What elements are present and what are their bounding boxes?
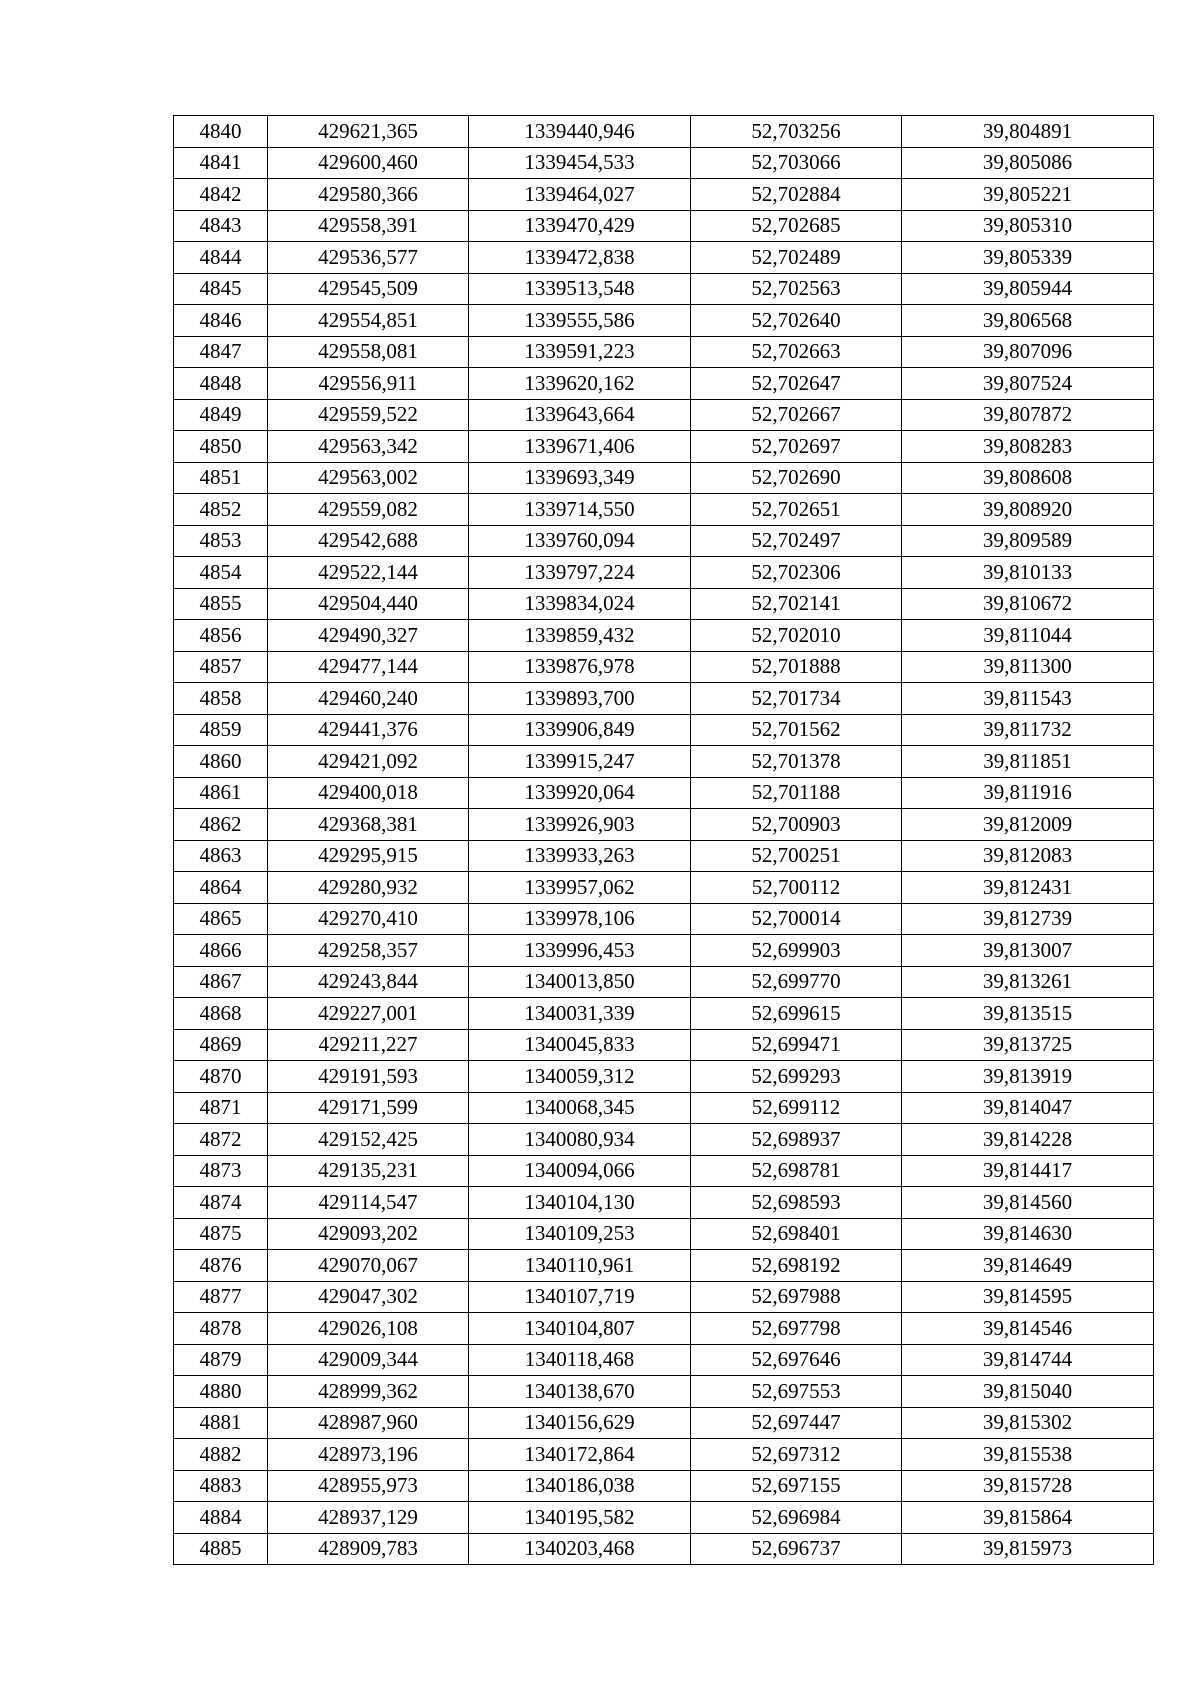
longitude-cell: 39,814744 [902, 1344, 1154, 1376]
point-number-cell: 4859 [174, 714, 268, 746]
latitude-cell: 52,698593 [691, 1187, 902, 1219]
point-number-cell: 4862 [174, 809, 268, 841]
latitude-cell: 52,697798 [691, 1313, 902, 1345]
x-coordinate-cell: 429559,522 [268, 399, 469, 431]
latitude-cell: 52,696984 [691, 1502, 902, 1534]
point-number-cell: 4869 [174, 1029, 268, 1061]
longitude-cell: 39,808283 [902, 431, 1154, 463]
y-coordinate-cell: 1340172,864 [469, 1439, 691, 1471]
longitude-cell: 39,811300 [902, 651, 1154, 683]
y-coordinate-cell: 1339978,106 [469, 903, 691, 935]
point-number-cell: 4864 [174, 872, 268, 904]
y-coordinate-cell: 1339470,429 [469, 210, 691, 242]
longitude-cell: 39,806568 [902, 305, 1154, 337]
x-coordinate-cell: 429522,144 [268, 557, 469, 589]
point-number-cell: 4854 [174, 557, 268, 589]
x-coordinate-cell: 429563,342 [268, 431, 469, 463]
latitude-cell: 52,702685 [691, 210, 902, 242]
longitude-cell: 39,814595 [902, 1281, 1154, 1313]
latitude-cell: 52,702651 [691, 494, 902, 526]
table-row [174, 179, 1154, 211]
point-number-cell: 4857 [174, 651, 268, 683]
table-row [174, 1470, 1154, 1502]
table-row [174, 1092, 1154, 1124]
point-number-cell: 4863 [174, 840, 268, 872]
point-number-cell: 4845 [174, 273, 268, 305]
point-number-cell: 4842 [174, 179, 268, 211]
table-row [174, 872, 1154, 904]
table-row [174, 1439, 1154, 1471]
y-coordinate-cell: 1339693,349 [469, 462, 691, 494]
y-coordinate-cell: 1340186,038 [469, 1470, 691, 1502]
longitude-cell: 39,814047 [902, 1092, 1154, 1124]
latitude-cell: 52,701378 [691, 746, 902, 778]
x-coordinate-cell: 429243,844 [268, 966, 469, 998]
x-coordinate-cell: 429621,365 [268, 116, 469, 148]
longitude-cell: 39,805221 [902, 179, 1154, 211]
latitude-cell: 52,702697 [691, 431, 902, 463]
latitude-cell: 52,700251 [691, 840, 902, 872]
y-coordinate-cell: 1339671,406 [469, 431, 691, 463]
latitude-cell: 52,701888 [691, 651, 902, 683]
x-coordinate-cell: 428973,196 [268, 1439, 469, 1471]
latitude-cell: 52,696737 [691, 1533, 902, 1565]
point-number-cell: 4881 [174, 1407, 268, 1439]
table-row [174, 1533, 1154, 1565]
latitude-cell: 52,702489 [691, 242, 902, 274]
latitude-cell: 52,700112 [691, 872, 902, 904]
point-number-cell: 4848 [174, 368, 268, 400]
latitude-cell: 52,701734 [691, 683, 902, 715]
x-coordinate-cell: 429558,081 [268, 336, 469, 368]
y-coordinate-cell: 1340118,468 [469, 1344, 691, 1376]
y-coordinate-cell: 1340195,582 [469, 1502, 691, 1534]
y-coordinate-cell: 1339957,062 [469, 872, 691, 904]
latitude-cell: 52,697646 [691, 1344, 902, 1376]
y-coordinate-cell: 1339834,024 [469, 588, 691, 620]
table-row [174, 557, 1154, 589]
latitude-cell: 52,699471 [691, 1029, 902, 1061]
y-coordinate-cell: 1340031,339 [469, 998, 691, 1030]
table-row [174, 525, 1154, 557]
table-row [174, 1376, 1154, 1408]
latitude-cell: 52,697155 [691, 1470, 902, 1502]
table-row [174, 336, 1154, 368]
table-row [174, 1155, 1154, 1187]
x-coordinate-cell: 429556,911 [268, 368, 469, 400]
longitude-cell: 39,811732 [902, 714, 1154, 746]
table-row [174, 935, 1154, 967]
point-number-cell: 4875 [174, 1218, 268, 1250]
y-coordinate-cell: 1339643,664 [469, 399, 691, 431]
point-number-cell: 4858 [174, 683, 268, 715]
longitude-cell: 39,808920 [902, 494, 1154, 526]
x-coordinate-cell: 429227,001 [268, 998, 469, 1030]
longitude-cell: 39,810133 [902, 557, 1154, 589]
x-coordinate-cell: 429047,302 [268, 1281, 469, 1313]
latitude-cell: 52,703066 [691, 147, 902, 179]
y-coordinate-cell: 1340094,066 [469, 1155, 691, 1187]
y-coordinate-cell: 1339859,432 [469, 620, 691, 652]
table-row [174, 273, 1154, 305]
table-row [174, 1344, 1154, 1376]
longitude-cell: 39,805310 [902, 210, 1154, 242]
longitude-cell: 39,815040 [902, 1376, 1154, 1408]
x-coordinate-cell: 429554,851 [268, 305, 469, 337]
longitude-cell: 39,813725 [902, 1029, 1154, 1061]
y-coordinate-cell: 1340059,312 [469, 1061, 691, 1093]
latitude-cell: 52,698937 [691, 1124, 902, 1156]
y-coordinate-cell: 1340068,345 [469, 1092, 691, 1124]
table-row [174, 1250, 1154, 1282]
longitude-cell: 39,807096 [902, 336, 1154, 368]
table-row [174, 210, 1154, 242]
x-coordinate-cell: 429580,366 [268, 179, 469, 211]
point-number-cell: 4874 [174, 1187, 268, 1219]
point-number-cell: 4856 [174, 620, 268, 652]
x-coordinate-cell: 428955,973 [268, 1470, 469, 1502]
point-number-cell: 4861 [174, 777, 268, 809]
table-row [174, 746, 1154, 778]
point-number-cell: 4853 [174, 525, 268, 557]
y-coordinate-cell: 1340104,130 [469, 1187, 691, 1219]
table-row [174, 1124, 1154, 1156]
table-row [174, 399, 1154, 431]
latitude-cell: 52,703256 [691, 116, 902, 148]
point-number-cell: 4872 [174, 1124, 268, 1156]
point-number-cell: 4847 [174, 336, 268, 368]
point-number-cell: 4865 [174, 903, 268, 935]
y-coordinate-cell: 1339555,586 [469, 305, 691, 337]
point-number-cell: 4851 [174, 462, 268, 494]
x-coordinate-cell: 428909,783 [268, 1533, 469, 1565]
x-coordinate-cell: 429191,593 [268, 1061, 469, 1093]
point-number-cell: 4840 [174, 116, 268, 148]
y-coordinate-cell: 1339996,453 [469, 935, 691, 967]
y-coordinate-cell: 1339472,838 [469, 242, 691, 274]
x-coordinate-cell: 429135,231 [268, 1155, 469, 1187]
x-coordinate-cell: 429600,460 [268, 147, 469, 179]
longitude-cell: 39,814560 [902, 1187, 1154, 1219]
table-row [174, 116, 1154, 148]
latitude-cell: 52,702690 [691, 462, 902, 494]
x-coordinate-cell: 429545,509 [268, 273, 469, 305]
longitude-cell: 39,815864 [902, 1502, 1154, 1534]
y-coordinate-cell: 1339876,978 [469, 651, 691, 683]
longitude-cell: 39,807524 [902, 368, 1154, 400]
table-row [174, 903, 1154, 935]
y-coordinate-cell: 1339893,700 [469, 683, 691, 715]
y-coordinate-cell: 1339933,263 [469, 840, 691, 872]
table-row [174, 683, 1154, 715]
latitude-cell: 52,699903 [691, 935, 902, 967]
latitude-cell: 52,702663 [691, 336, 902, 368]
x-coordinate-cell: 428987,960 [268, 1407, 469, 1439]
table-row [174, 1281, 1154, 1313]
y-coordinate-cell: 1340138,670 [469, 1376, 691, 1408]
longitude-cell: 39,812009 [902, 809, 1154, 841]
table-row [174, 777, 1154, 809]
y-coordinate-cell: 1339926,903 [469, 809, 691, 841]
longitude-cell: 39,814649 [902, 1250, 1154, 1282]
x-coordinate-cell: 429421,092 [268, 746, 469, 778]
x-coordinate-cell: 429460,240 [268, 683, 469, 715]
y-coordinate-cell: 1339760,094 [469, 525, 691, 557]
table-row [174, 305, 1154, 337]
longitude-cell: 39,805086 [902, 147, 1154, 179]
table-row [174, 431, 1154, 463]
latitude-cell: 52,699615 [691, 998, 902, 1030]
latitude-cell: 52,702306 [691, 557, 902, 589]
point-number-cell: 4850 [174, 431, 268, 463]
y-coordinate-cell: 1339920,064 [469, 777, 691, 809]
point-number-cell: 4877 [174, 1281, 268, 1313]
x-coordinate-cell: 429114,547 [268, 1187, 469, 1219]
x-coordinate-cell: 429558,391 [268, 210, 469, 242]
x-coordinate-cell: 429280,932 [268, 872, 469, 904]
longitude-cell: 39,814417 [902, 1155, 1154, 1187]
latitude-cell: 52,702884 [691, 179, 902, 211]
longitude-cell: 39,815302 [902, 1407, 1154, 1439]
table-row [174, 620, 1154, 652]
table-row [174, 242, 1154, 274]
longitude-cell: 39,810672 [902, 588, 1154, 620]
point-number-cell: 4870 [174, 1061, 268, 1093]
x-coordinate-cell: 429559,082 [268, 494, 469, 526]
longitude-cell: 39,811916 [902, 777, 1154, 809]
latitude-cell: 52,702141 [691, 588, 902, 620]
y-coordinate-cell: 1339714,550 [469, 494, 691, 526]
table-row [174, 998, 1154, 1030]
latitude-cell: 52,702010 [691, 620, 902, 652]
x-coordinate-cell: 429368,381 [268, 809, 469, 841]
point-number-cell: 4876 [174, 1250, 268, 1282]
longitude-cell: 39,807872 [902, 399, 1154, 431]
y-coordinate-cell: 1339591,223 [469, 336, 691, 368]
y-coordinate-cell: 1339915,247 [469, 746, 691, 778]
table-row [174, 588, 1154, 620]
y-coordinate-cell: 1339906,849 [469, 714, 691, 746]
point-number-cell: 4884 [174, 1502, 268, 1534]
x-coordinate-cell: 429563,002 [268, 462, 469, 494]
table-row [174, 840, 1154, 872]
x-coordinate-cell: 428999,362 [268, 1376, 469, 1408]
point-number-cell: 4885 [174, 1533, 268, 1565]
latitude-cell: 52,700014 [691, 903, 902, 935]
latitude-cell: 52,697447 [691, 1407, 902, 1439]
table-row [174, 494, 1154, 526]
longitude-cell: 39,815728 [902, 1470, 1154, 1502]
y-coordinate-cell: 1339513,548 [469, 273, 691, 305]
latitude-cell: 52,700903 [691, 809, 902, 841]
x-coordinate-cell: 429026,108 [268, 1313, 469, 1345]
longitude-cell: 39,814630 [902, 1218, 1154, 1250]
x-coordinate-cell: 429400,018 [268, 777, 469, 809]
x-coordinate-cell: 429093,202 [268, 1218, 469, 1250]
point-number-cell: 4843 [174, 210, 268, 242]
y-coordinate-cell: 1339797,224 [469, 557, 691, 589]
point-number-cell: 4873 [174, 1155, 268, 1187]
latitude-cell: 52,702563 [691, 273, 902, 305]
x-coordinate-cell: 429441,376 [268, 714, 469, 746]
point-number-cell: 4860 [174, 746, 268, 778]
latitude-cell: 52,697988 [691, 1281, 902, 1313]
x-coordinate-cell: 429009,344 [268, 1344, 469, 1376]
x-coordinate-cell: 429258,357 [268, 935, 469, 967]
x-coordinate-cell: 429536,577 [268, 242, 469, 274]
y-coordinate-cell: 1340104,807 [469, 1313, 691, 1345]
point-number-cell: 4855 [174, 588, 268, 620]
x-coordinate-cell: 429542,688 [268, 525, 469, 557]
latitude-cell: 52,698192 [691, 1250, 902, 1282]
x-coordinate-cell: 429270,410 [268, 903, 469, 935]
point-number-cell: 4844 [174, 242, 268, 274]
latitude-cell: 52,697553 [691, 1376, 902, 1408]
point-number-cell: 4883 [174, 1470, 268, 1502]
y-coordinate-cell: 1340156,629 [469, 1407, 691, 1439]
x-coordinate-cell: 429477,144 [268, 651, 469, 683]
table-row [174, 368, 1154, 400]
x-coordinate-cell: 429504,440 [268, 588, 469, 620]
longitude-cell: 39,804891 [902, 116, 1154, 148]
longitude-cell: 39,809589 [902, 525, 1154, 557]
x-coordinate-cell: 429211,227 [268, 1029, 469, 1061]
x-coordinate-cell: 429490,327 [268, 620, 469, 652]
longitude-cell: 39,813919 [902, 1061, 1154, 1093]
table-row [174, 1061, 1154, 1093]
table-row [174, 1502, 1154, 1534]
latitude-cell: 52,702640 [691, 305, 902, 337]
latitude-cell: 52,702667 [691, 399, 902, 431]
x-coordinate-cell: 429070,067 [268, 1250, 469, 1282]
latitude-cell: 52,699770 [691, 966, 902, 998]
x-coordinate-cell: 429171,599 [268, 1092, 469, 1124]
point-number-cell: 4880 [174, 1376, 268, 1408]
coordinates-table [173, 115, 1154, 1565]
y-coordinate-cell: 1340203,468 [469, 1533, 691, 1565]
y-coordinate-cell: 1340045,833 [469, 1029, 691, 1061]
table-row [174, 714, 1154, 746]
longitude-cell: 39,813515 [902, 998, 1154, 1030]
longitude-cell: 39,815538 [902, 1439, 1154, 1471]
table-row [174, 809, 1154, 841]
table-row [174, 651, 1154, 683]
point-number-cell: 4866 [174, 935, 268, 967]
table-row [174, 966, 1154, 998]
point-number-cell: 4867 [174, 966, 268, 998]
point-number-cell: 4879 [174, 1344, 268, 1376]
latitude-cell: 52,701188 [691, 777, 902, 809]
point-number-cell: 4849 [174, 399, 268, 431]
longitude-cell: 39,812083 [902, 840, 1154, 872]
longitude-cell: 39,811543 [902, 683, 1154, 715]
latitude-cell: 52,701562 [691, 714, 902, 746]
longitude-cell: 39,812431 [902, 872, 1154, 904]
latitude-cell: 52,698781 [691, 1155, 902, 1187]
latitude-cell: 52,699293 [691, 1061, 902, 1093]
longitude-cell: 39,812739 [902, 903, 1154, 935]
y-coordinate-cell: 1340109,253 [469, 1218, 691, 1250]
longitude-cell: 39,811851 [902, 746, 1154, 778]
point-number-cell: 4882 [174, 1439, 268, 1471]
table-row [174, 462, 1154, 494]
table-row [174, 1187, 1154, 1219]
y-coordinate-cell: 1340110,961 [469, 1250, 691, 1282]
y-coordinate-cell: 1340013,850 [469, 966, 691, 998]
x-coordinate-cell: 428937,129 [268, 1502, 469, 1534]
latitude-cell: 52,702497 [691, 525, 902, 557]
point-number-cell: 4852 [174, 494, 268, 526]
x-coordinate-cell: 429152,425 [268, 1124, 469, 1156]
longitude-cell: 39,814546 [902, 1313, 1154, 1345]
y-coordinate-cell: 1339454,533 [469, 147, 691, 179]
longitude-cell: 39,815973 [902, 1533, 1154, 1565]
point-number-cell: 4878 [174, 1313, 268, 1345]
table-row [174, 1313, 1154, 1345]
latitude-cell: 52,698401 [691, 1218, 902, 1250]
longitude-cell: 39,813007 [902, 935, 1154, 967]
latitude-cell: 52,702647 [691, 368, 902, 400]
table-row [174, 147, 1154, 179]
point-number-cell: 4868 [174, 998, 268, 1030]
longitude-cell: 39,805944 [902, 273, 1154, 305]
longitude-cell: 39,805339 [902, 242, 1154, 274]
point-number-cell: 4871 [174, 1092, 268, 1124]
y-coordinate-cell: 1340080,934 [469, 1124, 691, 1156]
latitude-cell: 52,699112 [691, 1092, 902, 1124]
table-row [174, 1029, 1154, 1061]
y-coordinate-cell: 1339464,027 [469, 179, 691, 211]
y-coordinate-cell: 1339620,162 [469, 368, 691, 400]
y-coordinate-cell: 1339440,946 [469, 116, 691, 148]
point-number-cell: 4846 [174, 305, 268, 337]
table-row [174, 1407, 1154, 1439]
table-row [174, 1218, 1154, 1250]
latitude-cell: 52,697312 [691, 1439, 902, 1471]
longitude-cell: 39,811044 [902, 620, 1154, 652]
point-number-cell: 4841 [174, 147, 268, 179]
coordinates-table-body [174, 116, 1154, 1565]
longitude-cell: 39,813261 [902, 966, 1154, 998]
longitude-cell: 39,808608 [902, 462, 1154, 494]
x-coordinate-cell: 429295,915 [268, 840, 469, 872]
longitude-cell: 39,814228 [902, 1124, 1154, 1156]
y-coordinate-cell: 1340107,719 [469, 1281, 691, 1313]
